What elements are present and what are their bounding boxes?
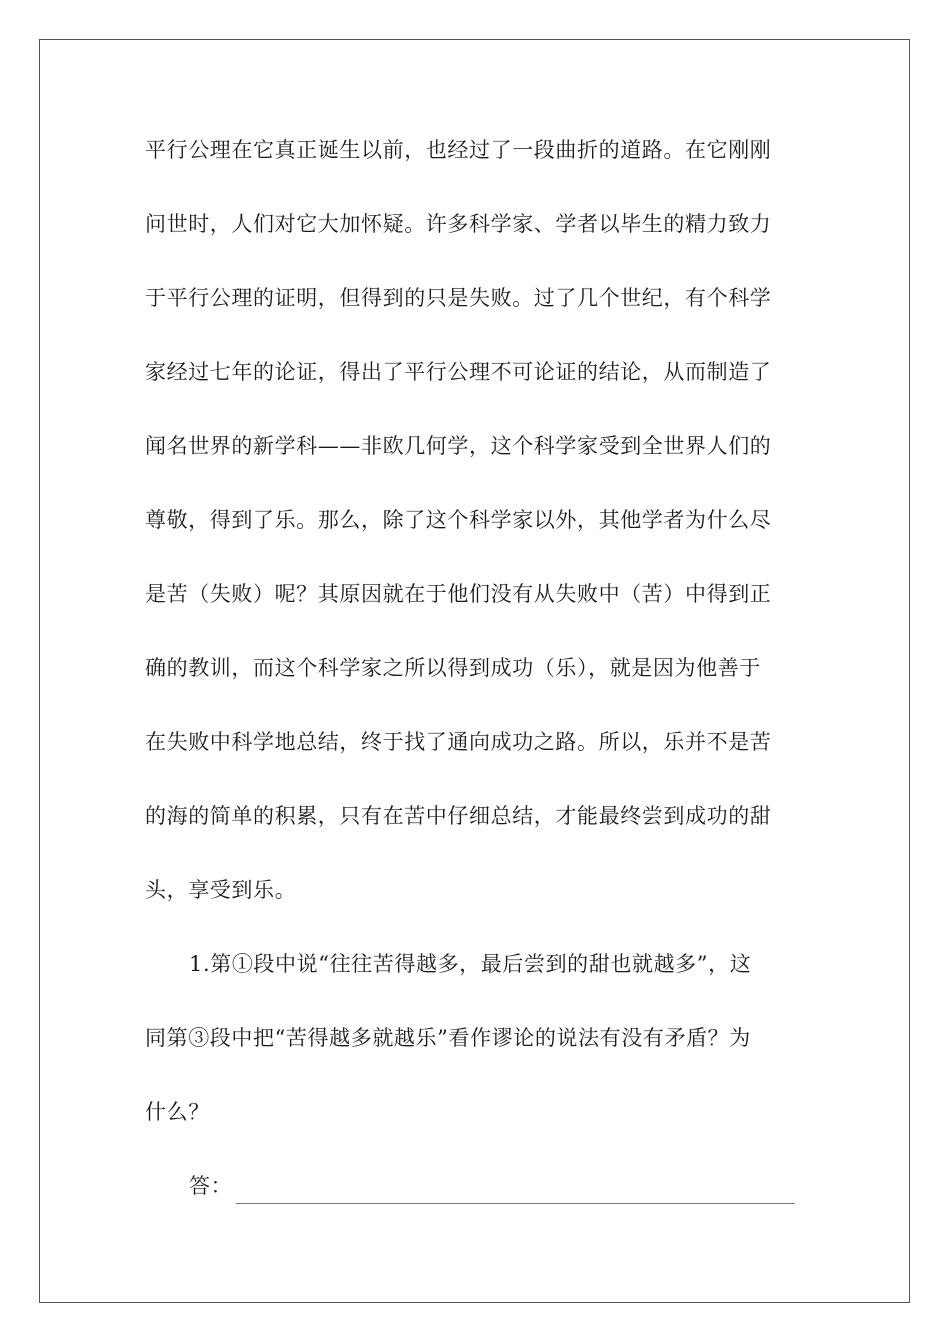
passage-line: 是苦（失败）呢？其原因就在于他们没有从失败中（苦）中得到正 [145,582,772,606]
passage-line: 确的教训，而这个科学家之所以得到成功（乐），就是因为他善于 [145,656,761,680]
passage-line: 在失败中科学地总结，终于找了通向成功之路。所以，乐并不是苦 [145,730,772,754]
answer-row [145,1168,795,1204]
answer-blank-line[interactable] [236,1185,795,1204]
document-body [145,132,795,1204]
passage [145,132,795,946]
question-1 [145,946,795,1168]
passage-line: 平行公理在它真正诞生以前，也经过了一段曲折的道路。在它刚刚 [145,138,772,162]
passage-line: 尊敬，得到了乐。那么，除了这个科学家以外，其他学者为什么尽 [145,508,772,532]
question-line: 什么？ [145,1100,210,1124]
passage-line: 的海的简单的积累，只有在苦中仔细总结，才能最终尝到成功的甜 [145,804,772,828]
answer-label: 答： [189,1174,233,1198]
passage-line: 问世时，人们对它大加怀疑。许多科学家、学者以毕生的精力致力 [145,212,772,236]
question-line: 1.第①段中说“往往苦得越多，最后尝到的甜也就越多”，这 [189,952,752,976]
question-line: 同第③段中把“苦得越多就越乐”看作谬论的说法有没有矛盾？为 [145,1026,751,1050]
passage-line: 头，享受到乐。 [145,878,297,902]
passage-line: 于平行公理的证明，但得到的只是失败。过了几个世纪，有个科学 [145,286,772,310]
passage-line: 闻名世界的新学科——非欧几何学，这个科学家受到全世界人们的 [145,434,772,458]
passage-line: 家经过七年的论证，得出了平行公理不可论证的结论，从而制造了 [145,360,772,384]
